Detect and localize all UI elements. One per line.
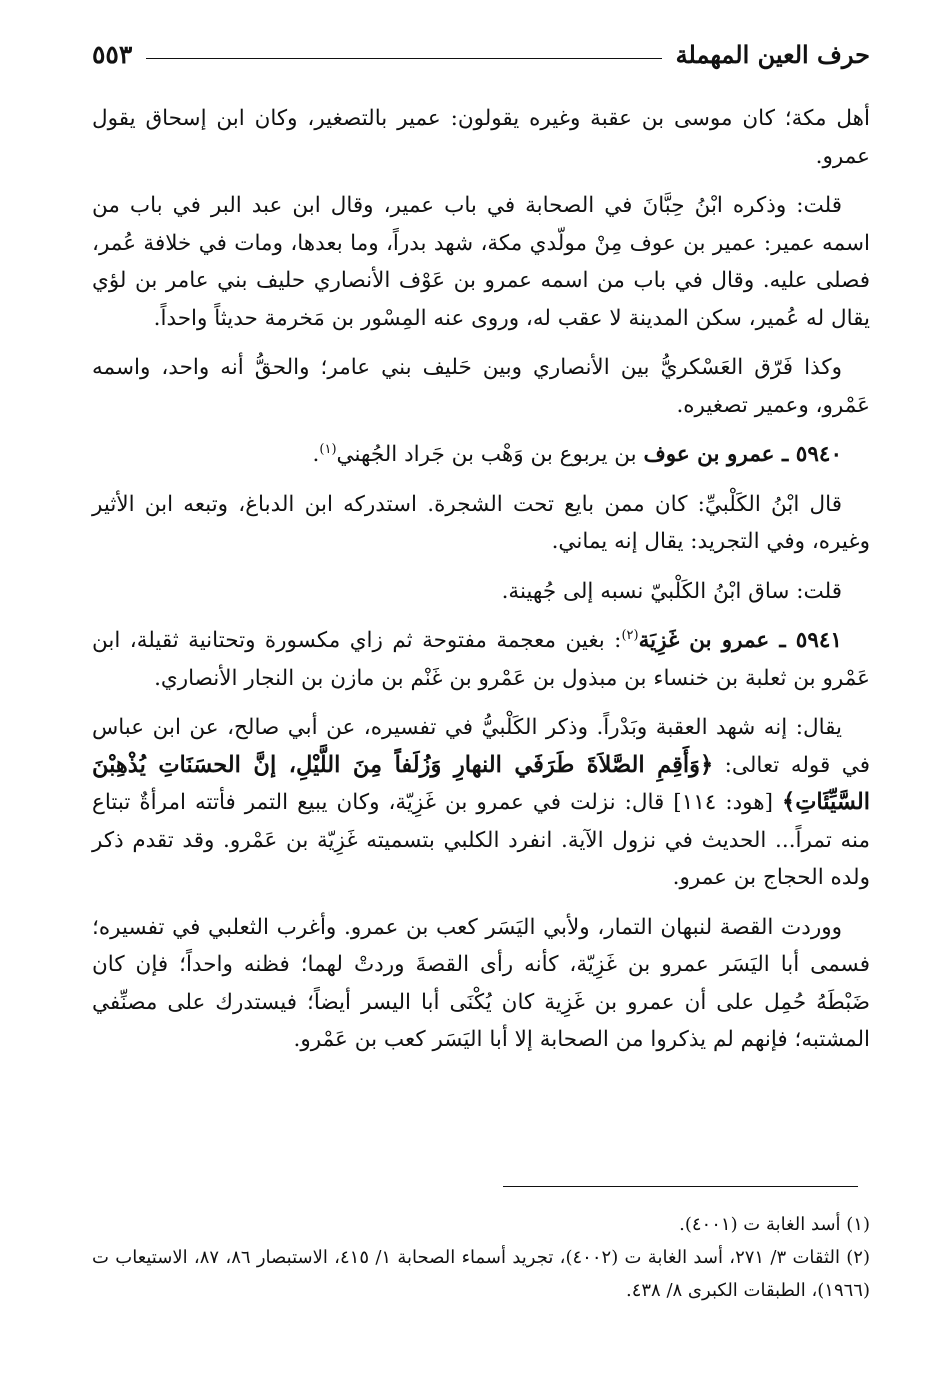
entry-5940 xyxy=(92,436,870,474)
footnote: (٢) الثقات ٣/ ٢٧١، أسد الغابة ت (٤٠٠٢)، تجريد أسماء الصحابة ١/ ٤١٥، الاستبصار ٨٦، ٨٧، الاستيعاب ت (١٩٦٦)، الطبقات الكبرى ٨/ ٤٣٨. xyxy=(92,1247,870,1301)
header-rule xyxy=(146,58,661,59)
entry-tail: . xyxy=(312,442,320,467)
paragraph: قلت: وذكره ابْنُ حِبَّانَ في الصحابة في باب عمير، وقال ابن عبد البر في باب من اسمه عمير: عمير بن عوف مِنْ مولّدي مكة، شهد بدراً، وما بعدها، ومات في خلافة عُمر، فصلى عليه. وقال في باب من اسمه عمرو بن عَوْف الأنصاري حليف بني عامر بن لؤي يقال له عُمير، سكن المدينة لا عقب له، وروى عنه المِسْور بن مَخرمة حديثاً واحداً. xyxy=(92,193,870,331)
entry-lineage: بن يربوع بن وَهْب بن جَراد الجُهني xyxy=(336,442,637,467)
entry-name: عمرو بن عوف xyxy=(643,442,775,467)
footnote: (١) أسد الغابة ت (٤٠٠١). xyxy=(679,1214,870,1235)
quran-verse: ﴿وَأَقِمِ الصَّلاَةَ طَرَفَي النهارِ وَزُلَفاً مِنَ اللَّيْلِ، إنَّ الحسَنَاتِ يُذْهِبْنَ السَّيِّئَاتِ﴾ xyxy=(92,751,870,815)
footnote-ref: (١) xyxy=(319,441,337,457)
paragraph: قال ابْنُ الكَلْبيِّ: كان ممن بايع تحت الشجرة. استدركه ابن الدباغ، وتبعه ابن الأثير وغيره، وفي التجريد: يقال إنه يماني. xyxy=(92,491,870,554)
paragraph: قلت: ساق ابْنُ الكَلْبيّ نسبه إلى جُهينة. xyxy=(501,578,842,604)
footnote-ref: (٢) xyxy=(621,627,639,643)
footnote-separator xyxy=(503,1186,858,1187)
entry-name: عمرو بن غَزِيَة xyxy=(638,628,770,653)
running-title: حرف العين المهملة xyxy=(675,39,870,69)
page-number: ٥٥٣ xyxy=(92,39,133,69)
entry-dash: ـ xyxy=(774,442,796,467)
verse-intro: يقال: إنه شهد العقبة وبَدْراً. وذكر الكَلْبيُّ في تفسيره، عن أبي صالح، عن ابن عباس في قوله تعالى: xyxy=(92,715,870,778)
entry-description: : بغين معجمة مفتوحة ثم زاي مكسورة وتحتانية ثقيلة، ابن عَمْرو بن ثعلبة بن خنساء بن مبذول بن عَمْرو بن غَنْم بن مازن بن النجار الأنصاري. xyxy=(92,628,870,691)
footnotes xyxy=(92,1208,870,1307)
verse-paragraph xyxy=(92,709,870,897)
body-text xyxy=(92,100,870,1059)
page-header xyxy=(92,34,870,74)
entry-number: ٥٩٤١ xyxy=(795,628,842,653)
entry-5941 xyxy=(92,622,870,697)
entry-number: ٥٩٤٠ xyxy=(795,442,842,467)
entry-dash: ـ xyxy=(769,628,796,653)
verse-commentary: [هود: ١١٤] قال: نزلت في عمرو بن غَزِيّة، وكان يبيع التمر فأتته امرأةٌ تبتاع منه تمراً... الحديث في نزول الآية. انفرد الكلبي بتسميته غَزِيّة بن عَمْرو. وقد تقدم ذكر ولده الحجاج بن عمرو. xyxy=(92,790,870,890)
paragraph: ووردت القصة لنبهان التمار، ولأبي اليَسَر كعب بن عمرو. وأغرب الثعلبي في تفسيره؛ فسمى أبا اليَسَر عمرو بن غَزِيّة، كأنه رأى القصةَ وردتْ لهما؛ فظنه واحداً؛ فإن كان ضَبْطَهُ حُمِل على أن عمرو بن غَزِية كان يُكْنَى أبا اليسر أيضاً؛ فيستدرك على مصنِّفي المشتبه؛ فإنهم لم يذكروا من الصحابة إلا أبا اليَسَر كعب بن عَمْرو. xyxy=(92,914,870,1052)
paragraph: وكذا فَرّق العَسْكريُّ بين الأنصاري وبين حَليف بني عامر؛ والحقُّ أنه واحد، واسمه عَمْرو، وعمير تصغيره. xyxy=(92,355,870,418)
continuation-paragraph: أهل مكة؛ كان موسى بن عقبة وغيره يقولون: عمير بالتصغير، وكان ابن إسحاق يقول عمرو. xyxy=(92,106,870,169)
